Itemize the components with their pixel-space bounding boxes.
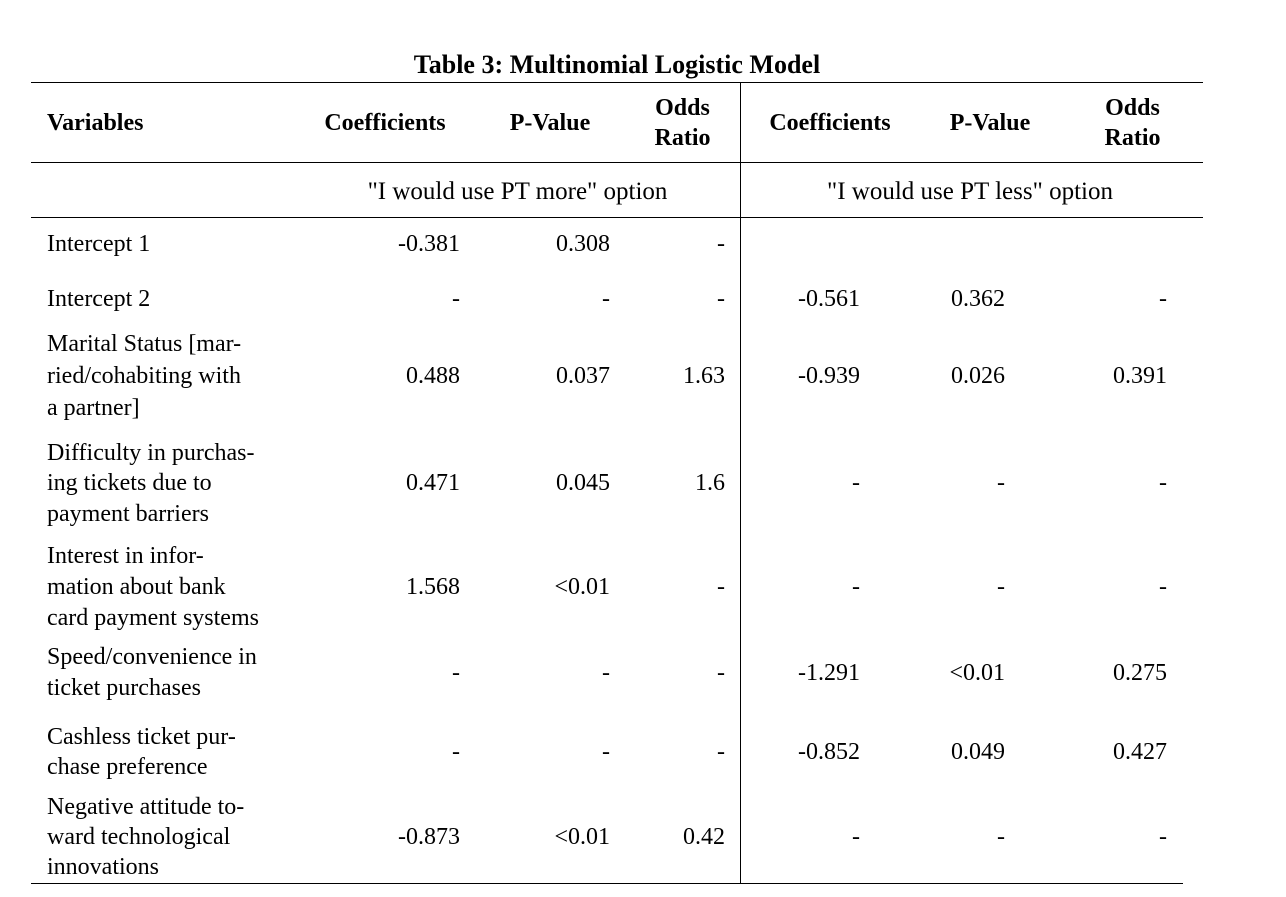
row-odds-less: - (1159, 574, 1167, 600)
table-title: Table 3: Multinomial Logistic Model (413, 50, 821, 79)
row-variable: card payment systems (47, 605, 259, 631)
row-variable: Speed/convenience in (47, 644, 257, 670)
row-variable: Cashless ticket pur- (47, 724, 236, 750)
row-coef-less: - (852, 574, 860, 600)
row-coef-less: -0.939 (798, 363, 860, 389)
row-odds-less: 0.275 (1113, 660, 1167, 686)
row-pval-more: - (602, 739, 610, 765)
row-variable: payment barriers (47, 501, 209, 527)
row-odds-more: - (717, 574, 725, 600)
row-coef-less: - (852, 470, 860, 496)
row-coef-less: -0.852 (798, 739, 860, 765)
row-odds-less: 0.427 (1113, 739, 1167, 765)
row-variable: Interest in infor- (47, 543, 204, 569)
header-rule (31, 162, 1203, 163)
row-pval-more: <0.01 (554, 574, 610, 600)
header-variables: Variables (47, 110, 144, 136)
row-coef-more: - (452, 286, 460, 312)
row-pval-less: 0.026 (951, 363, 1005, 389)
row-variable: mation about bank (47, 574, 226, 600)
header-odds-more-line2: Ratio (654, 125, 711, 151)
header-pvalue-more: P-Value (509, 110, 591, 136)
row-pval-more: 0.308 (556, 231, 610, 257)
group-label-less: "I would use PT less" option (827, 178, 1113, 205)
row-coef-less: -1.291 (798, 660, 860, 686)
row-pval-more: <0.01 (554, 824, 610, 850)
header-odds-less-line2: Ratio (1104, 125, 1161, 151)
header-pvalue-less: P-Value (949, 110, 1031, 136)
row-coef-less: -0.561 (798, 286, 860, 312)
row-odds-more: 1.6 (695, 470, 725, 496)
header-coefficients-more: Coefficients (324, 110, 446, 136)
row-coef-more: - (452, 739, 460, 765)
row-variable: ried/cohabiting with (47, 363, 241, 389)
row-odds-more: - (717, 231, 725, 257)
group-label-more: "I would use PT more" option (367, 178, 668, 205)
row-variable: ticket purchases (47, 675, 201, 701)
row-pval-less: - (997, 470, 1005, 496)
row-variable: ward technological (47, 824, 231, 850)
row-odds-less: - (1159, 470, 1167, 496)
header-coefficients-less: Coefficients (769, 110, 891, 136)
row-pval-more: 0.037 (556, 363, 610, 389)
row-variable: chase preference (47, 754, 208, 780)
row-pval-more: 0.045 (556, 470, 610, 496)
bottom-rule (31, 883, 1183, 884)
row-coef-more: 0.488 (406, 363, 460, 389)
row-pval-less: 0.362 (951, 286, 1005, 312)
row-coef-more: -0.873 (398, 824, 460, 850)
row-variable: ing tickets due to (47, 470, 212, 496)
row-variable: Negative attitude to- (47, 794, 245, 820)
row-variable: Difficulty in purchas- (47, 440, 255, 466)
row-coef-more: 0.471 (406, 470, 460, 496)
row-odds-more: 1.63 (683, 363, 725, 389)
row-odds-more: - (717, 660, 725, 686)
row-odds-less: - (1159, 824, 1167, 850)
row-variable: Marital Status [mar- (47, 331, 242, 357)
row-pval-less: - (997, 824, 1005, 850)
row-coef-more: 1.568 (406, 574, 460, 600)
row-coef-more: - (452, 660, 460, 686)
row-coef-more: -0.381 (398, 231, 460, 257)
row-pval-more: - (602, 286, 610, 312)
group-rule (31, 217, 1203, 218)
row-odds-less: 0.391 (1113, 363, 1167, 389)
header-odds-less-line1: Odds (1105, 95, 1160, 121)
row-pval-more: - (602, 660, 610, 686)
header-odds-more-line1: Odds (655, 95, 710, 121)
row-coef-less: - (852, 824, 860, 850)
row-variable: a partner] (47, 395, 140, 421)
row-odds-more: - (717, 739, 725, 765)
row-variable: Intercept 2 (47, 286, 151, 312)
row-odds-less: - (1159, 286, 1167, 312)
row-pval-less: <0.01 (949, 660, 1005, 686)
row-odds-more: 0.42 (683, 824, 725, 850)
row-variable: Intercept 1 (47, 231, 151, 257)
top-rule (31, 82, 1203, 83)
row-odds-more: - (717, 286, 725, 312)
row-pval-less: 0.049 (951, 739, 1005, 765)
row-variable: innovations (47, 854, 159, 880)
row-pval-less: - (997, 574, 1005, 600)
